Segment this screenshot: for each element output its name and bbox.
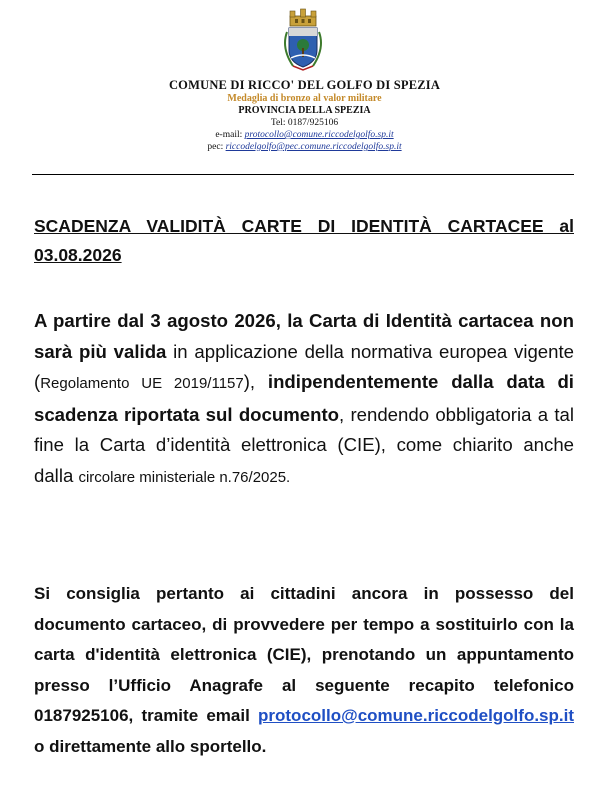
pec-label: pec: xyxy=(207,142,224,152)
notice-title: SCADENZA VALIDITÀ CARTE DI IDENTITÀ CARTACEE al 03.08.2026 xyxy=(34,216,574,265)
pec-link[interactable]: riccodelgolfo@pec.comune.riccodelgolfo.sp.it xyxy=(225,142,402,152)
province-line: PROVINCIA DELLA SPEZIA xyxy=(238,105,371,116)
notice-paragraph-1 xyxy=(34,306,574,494)
p1-text-1: in applicazione della normativa europea vigente ( xyxy=(34,340,574,393)
letterhead xyxy=(0,78,609,153)
notice-paragraph-2 xyxy=(34,579,574,762)
phone-line: Tel: 0187/925106 xyxy=(270,118,339,128)
header-divider xyxy=(32,174,574,175)
email-line xyxy=(0,129,609,141)
p1-text-2: ), xyxy=(243,371,268,393)
p1-bold-2: indipendentemente dalla data di scadenza riportata sul documento xyxy=(34,371,574,425)
email-label: e-mail: xyxy=(215,130,243,140)
award-line: Medaglia di bronzo al valor militare xyxy=(227,93,382,104)
p1-text-3: , rendendo obbligatoria a tal fine la Carta d’identità elettronica (CIE), come chiarito anche dalla xyxy=(34,403,574,486)
email-link[interactable]: protocollo@comune.riccodelgolfo.sp.it xyxy=(244,130,394,140)
p2-email-link[interactable]: protocollo@comune.riccodelgolfo.sp.it xyxy=(258,706,574,725)
municipal-coat-of-arms-icon xyxy=(281,8,325,72)
municipality-name: COMUNE DI RICCO' DEL GOLFO DI SPEZIA xyxy=(168,78,441,92)
p2-text: Si consiglia pertanto ai cittadini ancora in possesso del documento cartaceo, di provvedere per tempo a sostituirlo con la carta d'identità elettronica (CIE), prenotando un appuntamento presso l’Ufficio Anagrafe al seguente recapito telefonico 0187925106, tramite email xyxy=(34,584,574,725)
p2-tail: o direttamente allo sportello. xyxy=(34,736,267,756)
p1-regulation-ref: Regolamento UE 2019/1157 xyxy=(40,375,244,393)
p1-bold-1: A partire dal 3 agosto 2026, la Carta di Identità cartacea non sarà più valida xyxy=(34,310,574,362)
p1-circular-ref: circolare ministeriale n.76/2025. xyxy=(78,468,291,486)
pec-line xyxy=(0,141,609,153)
